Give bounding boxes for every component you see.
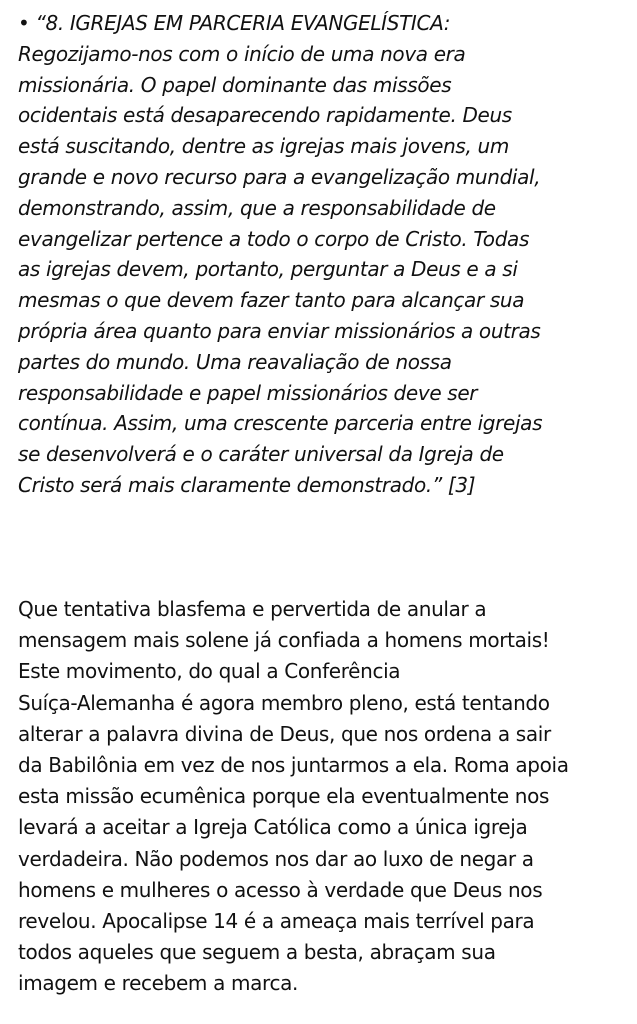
body-line: Suíça-Alemanha é agora membro pleno, está tentando [18, 690, 550, 715]
body-line: revelou. Apocalipse 14 é a ameaça mais terrível para [18, 909, 535, 934]
body-line: Este movimento, do qual a Conferência [18, 659, 401, 684]
quote-line: responsabilidade e papel missionários deve ser [18, 380, 478, 405]
quote-line: missionária. O papel dominante das missões [18, 72, 452, 97]
quote-line: mesmas o que devem fazer tanto para alcançar sua [18, 288, 525, 313]
quote-line: está suscitando, dentre as igrejas mais jovens, um [18, 134, 509, 159]
body-paragraph [18, 594, 569, 1000]
quote-line: partes do mundo. Uma reavaliação de nossa [18, 349, 452, 374]
body-line: todos aqueles que seguem a besta, abraçam sua [18, 940, 496, 965]
body-line: imagem e recebem a marca. [18, 971, 299, 996]
body-line: homens e mulheres o acesso à verdade que Deus nos [18, 877, 543, 902]
quote-line: • “8. IGREJAS EM PARCERIA EVANGELÍSTICA: [18, 11, 451, 35]
quote-line: contínua. Assim, uma crescente parceria entre igrejas [18, 411, 543, 436]
body-line: da Babilônia em vez de nos juntarmos a ela. Roma apoia [18, 753, 569, 778]
quote-line: evangelizar pertence a todo o corpo de Cristo. Todas [18, 226, 530, 251]
quote-line: grande e novo recurso para a evangelização mundial, [18, 164, 541, 189]
body-line: levará a aceitar a Igreja Católica como a única igreja [18, 815, 528, 840]
quote-line: as igrejas devem, portanto, perguntar a Deus e a si [18, 257, 518, 282]
body-line: verdadeira. Não podemos nos dar ao luxo de negar a [18, 846, 534, 871]
quote-line: própria área quanto para enviar missionários a outras [18, 318, 541, 343]
quote-line: ocidentais está desaparecendo rapidamente. Deus [18, 103, 512, 128]
quote-paragraph [18, 8, 628, 501]
document-page [18, 8, 628, 996]
quote-line: se desenvolverá e o caráter universal da Igreja de [18, 442, 504, 467]
quote-line: Cristo será mais claramente demonstrado.” [3] [18, 472, 476, 497]
body-line: alterar a palavra divina de Deus, que nos ordena a sair [18, 721, 551, 746]
body-line: esta missão ecumênica porque ela eventualmente nos [18, 784, 550, 809]
body-line: mensagem mais solene já confiada a homens mortais! [18, 628, 550, 653]
body-line: Que tentativa blasfema e pervertida de anular a [18, 597, 487, 621]
quote-line: demonstrando, assim, que a responsabilidade de [18, 195, 496, 220]
quote-line: Regozijamo-nos com o início de uma nova era [18, 41, 466, 66]
